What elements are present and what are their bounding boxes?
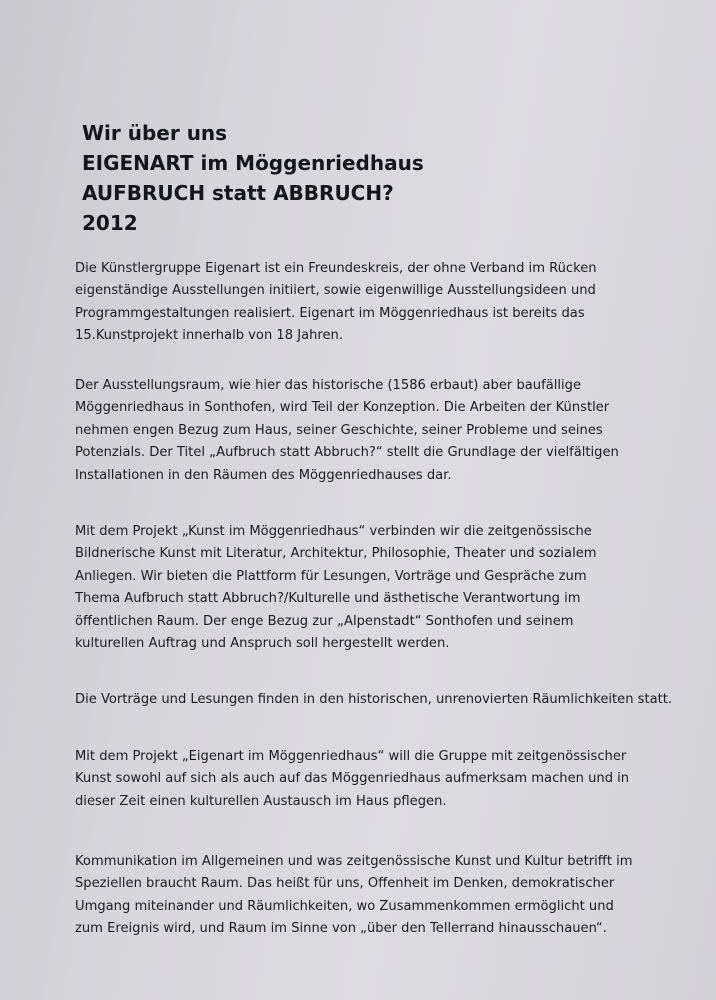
paragraph-1 — [75, 258, 675, 348]
heading-block — [82, 118, 642, 238]
text-line: Installationen in den Räumen des Möggenriedhauses dar. — [75, 467, 452, 483]
text-line: Mit dem Projekt „Kunst im Möggenriedhaus“ verbinden wir die zeitgenössische — [75, 524, 592, 539]
text-line: Kunst sowohl auf sich als auch auf das Möggenriedhaus aufmerksam machen und in — [75, 771, 630, 787]
paragraph-3 — [75, 521, 675, 655]
text-line: eigenständige Ausstellungen initiiert, sowie eigenwillige Ausstellungsideen und — [75, 283, 596, 299]
text-line: dieser Zeit einen kulturellen Austausch im Haus pflegen. — [75, 793, 447, 809]
text-line: Umgang miteinander und Räumlichkeiten, wo Zusammenkommen ermöglicht und — [75, 898, 614, 914]
text-line: Möggenriedhaus in Sonthofen, wird Teil der Konzeption. Die Arbeiten der Künstler — [75, 400, 610, 416]
text-line: Mit dem Projekt „Eigenart im Möggenriedhaus“ will die Gruppe mit zeitgenössischer — [75, 749, 627, 764]
text-line: zum Ereignis wird, und Raum im Sinne von „über den Tellerrand hinausschauen“. — [75, 921, 607, 937]
text-line: kulturellen Auftrag und Anspruch soll hergestellt werden. — [75, 636, 450, 652]
text-line: nehmen engen Bezug zum Haus, seiner Geschichte, seiner Probleme und seines — [75, 422, 603, 438]
heading-line: EIGENART im Möggenriedhaus — [82, 151, 424, 175]
text-line: Die Vorträge und Lesungen finden in den historischen, unrenovierten Räumlichkeiten statt. — [75, 692, 673, 707]
text-line: Bildnerische Kunst mit Literatur, Architektur, Philosophie, Theater und sozialem — [75, 546, 597, 562]
text-line: Der Ausstellungsraum, wie hier das historische (1586 erbaut) aber baufällige — [75, 378, 582, 393]
text-line: Potenzials. Der Titel „Aufbruch statt Abbruch?“ stellt die Grundlage der vielfältigen — [75, 445, 619, 461]
paragraph-2 — [75, 375, 675, 487]
text-line: 15.Kunstprojekt innerhalb von 18 Jahren. — [75, 328, 344, 344]
heading-line: AUFBRUCH statt ABBRUCH? — [82, 181, 394, 205]
text-line: Die Künstlergruppe Eigenart ist ein Freundeskreis, der ohne Verband im Rücken — [75, 261, 597, 276]
text-line: Thema Aufbruch statt Abbruch?/Kulturelle und ästhetische Verantwortung im — [75, 591, 581, 607]
heading-line: 2012 — [82, 211, 138, 235]
heading-line: Wir über uns — [82, 121, 228, 145]
text-line: Anliegen. Wir bieten die Plattform für Lesungen, Vorträge und Gespräche zum — [75, 568, 587, 584]
paragraph-4 — [75, 689, 675, 711]
text-line: Programmgestaltungen realisiert. Eigenart im Möggenriedhaus ist bereits das — [75, 305, 585, 321]
text-line: Speziellen braucht Raum. Das heißt für uns, Offenheit im Denken, demokratischer — [75, 876, 615, 892]
paragraph-6 — [75, 851, 675, 941]
text-line: Kommunikation im Allgemeinen und was zeitgenössische Kunst und Kultur betrifft im — [75, 854, 633, 869]
paragraph-5 — [75, 746, 675, 813]
text-line: öffentlichen Raum. Der enge Bezug zur „Alpenstadt“ Sonthofen und seinem — [75, 613, 574, 629]
